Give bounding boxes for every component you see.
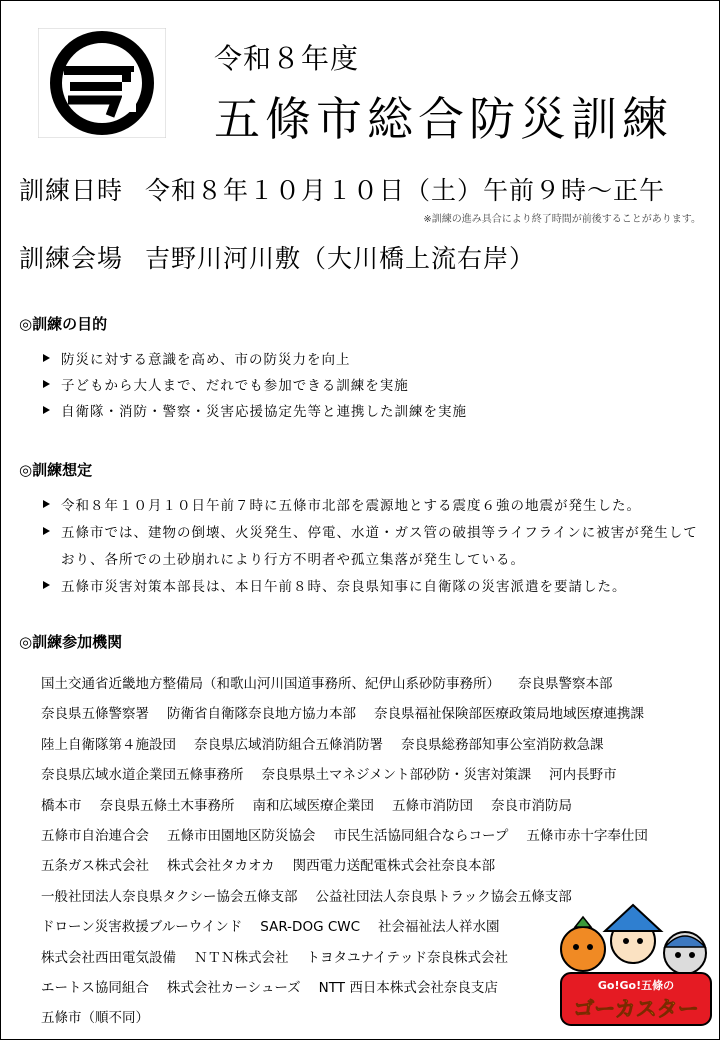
- org-name: 奈良県警察本部: [518, 676, 613, 692]
- org-line: [41, 791, 666, 821]
- org-line: [41, 730, 666, 760]
- org-name: 奈良県福祉保険部医療政策局地域医療連携課: [374, 706, 644, 723]
- org-name: 株式会社カーシューズ: [166, 979, 301, 996]
- org-name: エートス協同組合: [41, 979, 149, 996]
- section-heading: ◎訓練想定: [19, 461, 93, 479]
- org-name: 五条ガス株式会社: [41, 858, 149, 875]
- date-value: 令和８年１０月１０日（土）午前９時～正午: [145, 176, 666, 205]
- org-name: 一般社団法人奈良県タクシー協会五條支部: [41, 888, 298, 905]
- org-name: 陸上自衛隊第４施設団: [41, 736, 176, 753]
- section-heading: ◎訓練の目的: [19, 315, 108, 333]
- org-name: 奈良県総務部知事公室消防救急課: [401, 736, 604, 753]
- date-label: 訓練日時: [19, 176, 124, 205]
- list-item: 自衛隊・消防・警察・災害応援協定先等と連携した訓練を実施: [41, 399, 705, 425]
- org-name: 五條市赤十字奉仕団: [526, 827, 648, 844]
- org-name: NTT 西日本株式会社奈良支店: [318, 979, 498, 996]
- org-line: [41, 821, 666, 851]
- org-name: 奈良県県土マネジメント部砂防・災害対策課: [261, 767, 532, 784]
- org-line: [41, 669, 666, 699]
- list-item: 防災に対する意識を高め、市の防災力を向上: [41, 347, 705, 373]
- list-item: 五條市では、建物の倒壊、火災発生、停電、水道・ガス管の破損等ライフラインに被害が発生しており、各所での土砂崩れにより行方不明者や孤立集落が発生している。: [41, 520, 705, 574]
- org-name: トヨタユナイテッド奈良株式会社: [306, 949, 509, 966]
- org-name: 公益社団法人奈良県トラック協会五條支部: [315, 888, 572, 905]
- org-name: 河内長野市: [549, 767, 617, 784]
- scenario-list: [41, 493, 705, 601]
- page-title: 五條市総合防災訓練: [214, 92, 673, 146]
- org-name: 五條市田園地区防災協会: [167, 827, 316, 844]
- list-item: 五條市災害対策本部長は、本日午前８時、奈良県知事に自衛隊の災害派遣を要請した。: [41, 574, 705, 601]
- org-name: 橋本市: [41, 797, 82, 814]
- org-name: 株式会社西田電気設備: [41, 949, 176, 966]
- city-emblem-icon: [38, 28, 166, 138]
- list-item: 子どもから大人まで、だれでも参加できる訓練を実施: [41, 373, 705, 399]
- section-heading: ◎訓練参加機関: [19, 633, 123, 651]
- org-line: [41, 760, 666, 790]
- mascot-logo-icon: [553, 901, 713, 1031]
- org-name: 奈良県五條土木事務所: [99, 797, 235, 814]
- org-name: 防衛省自衛隊奈良地方協力本部: [167, 706, 356, 723]
- org-name: 関西電力送配電株式会社奈良本部: [292, 858, 496, 875]
- org-name: 市民生活協同組合ならコープ: [333, 827, 509, 844]
- org-name: SAR-DOG CWC: [260, 919, 361, 936]
- org-name: 株式会社タカオカ: [167, 858, 275, 875]
- org-line: [41, 699, 666, 729]
- org-name: 五條市（順不同）: [41, 1010, 149, 1027]
- fiscal-year: 令和８年度: [214, 42, 360, 75]
- venue-label: 訓練会場: [19, 244, 124, 273]
- org-name: 五條市消防団: [392, 797, 473, 814]
- venue-value: 吉野川河川敷（大川橋上流右岸）: [145, 244, 536, 273]
- purpose-list: [41, 347, 705, 425]
- list-item: 令和８年１０月１０日午前７時に五條市北部を震源地とする震度６強の地震が発生した。: [41, 493, 705, 520]
- org-name: ドローン災害救援ブルーウインド: [41, 919, 243, 936]
- org-name: 奈良県広域消防組合五條消防署: [194, 736, 383, 753]
- date-row: [19, 171, 665, 207]
- org-name: 奈良市消防局: [491, 797, 572, 814]
- org-name: 奈良県広域水道企業団五條事務所: [41, 767, 244, 784]
- org-name: 南和広域医療企業団: [252, 797, 374, 814]
- org-name: 国土交通省近畿地方整備局（和歌山河川国道事務所、紀伊山系砂防事務所）: [41, 676, 500, 692]
- org-line: [41, 851, 666, 881]
- mascot-logo-text: ゴーカスター: [573, 997, 699, 1021]
- org-name: 社会福祉法人祥水園: [378, 919, 500, 936]
- org-name: ＮＴＮ株式会社: [194, 949, 289, 966]
- org-name: 五條市自治連合会: [41, 827, 149, 844]
- venue-row: [19, 239, 535, 275]
- time-note: ※訓練の進み具合により終了時間が前後することがあります。: [423, 214, 701, 225]
- org-name: 奈良県五條警察署: [41, 706, 149, 723]
- mascot-tagline: Go!Go!五條の: [597, 979, 675, 992]
